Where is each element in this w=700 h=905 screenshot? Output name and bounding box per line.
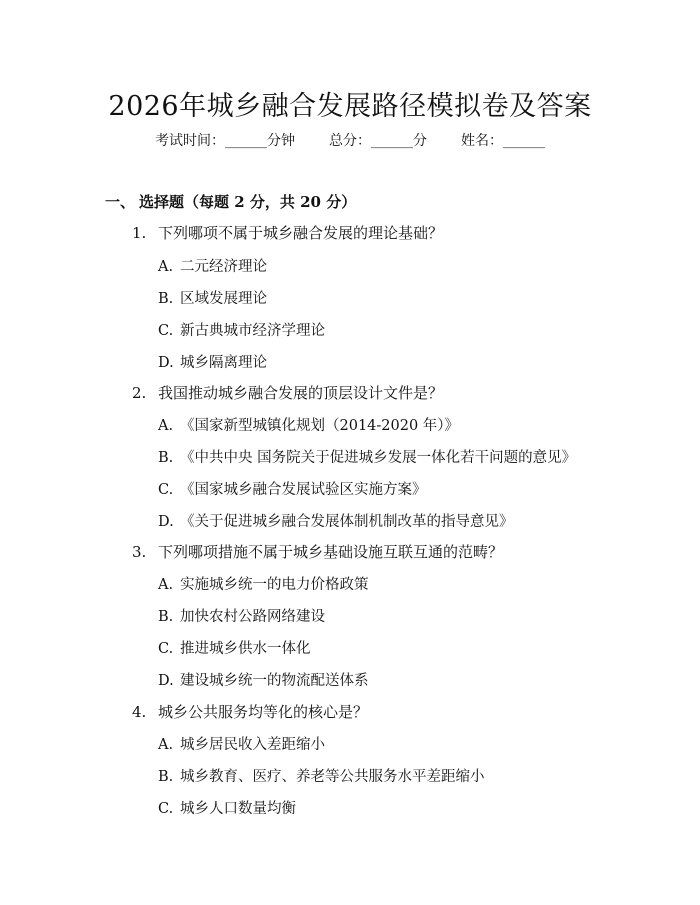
option-4b bbox=[158, 765, 485, 786]
option-4a bbox=[158, 733, 325, 754]
question-number: 3. bbox=[132, 543, 147, 561]
option-letter: C. bbox=[158, 641, 174, 657]
question-1 bbox=[132, 222, 443, 243]
option-text: 城乡人口数量均衡 bbox=[180, 801, 296, 817]
option-3c bbox=[158, 637, 311, 658]
option-text: 城乡隔离理论 bbox=[180, 355, 267, 371]
option-text: 《国家新型城镇化规划（2014-2020 年）》 bbox=[180, 418, 460, 434]
option-1b bbox=[158, 287, 267, 308]
option-letter: B. bbox=[158, 609, 174, 625]
option-1c bbox=[158, 319, 325, 340]
option-1a bbox=[158, 255, 267, 276]
option-letter: B. bbox=[158, 291, 174, 307]
question-number: 4. bbox=[132, 703, 147, 721]
question-number: 1. bbox=[132, 224, 147, 242]
section-label: 选择题（每题 2 分，共 20 分） bbox=[139, 193, 357, 211]
question-3 bbox=[132, 541, 503, 562]
option-letter: C. bbox=[158, 482, 174, 498]
option-2a bbox=[158, 414, 459, 435]
option-text: 《国家城乡融合发展试验区实施方案》 bbox=[180, 482, 427, 498]
section-number: 一、 bbox=[105, 193, 136, 211]
option-text: 实施城乡统一的电力价格政策 bbox=[180, 577, 369, 593]
section-heading bbox=[105, 191, 356, 212]
option-letter: A. bbox=[158, 737, 174, 753]
exam-name: 姓名：______ bbox=[461, 133, 545, 149]
option-text: 城乡教育、医疗、养老等公共服务水平差距缩小 bbox=[180, 769, 485, 785]
question-text: 下列哪项措施不属于城乡基础设施互联互通的范畴？ bbox=[158, 543, 504, 561]
question-text: 我国推动城乡融合发展的顶层设计文件是？ bbox=[158, 384, 444, 402]
option-letter: A. bbox=[158, 259, 174, 275]
option-text: 推进城乡供水一体化 bbox=[180, 641, 311, 657]
option-letter: C. bbox=[158, 801, 174, 817]
option-text: 二元经济理论 bbox=[180, 259, 267, 275]
question-number: 2. bbox=[132, 384, 147, 402]
option-text: 建设城乡统一的物流配送体系 bbox=[180, 673, 369, 689]
option-3a bbox=[158, 573, 369, 594]
page-title: 2026年城乡融合发展路径模拟卷及答案 bbox=[108, 91, 592, 122]
option-2d bbox=[158, 510, 514, 531]
exam-meta bbox=[0, 130, 700, 150]
option-letter: B. bbox=[158, 769, 174, 785]
option-letter: D. bbox=[158, 355, 174, 371]
option-4c bbox=[158, 797, 296, 818]
option-letter: A. bbox=[158, 418, 174, 434]
exam-score: 总分：______分 bbox=[329, 133, 427, 149]
option-text: 新古典城市经济学理论 bbox=[180, 323, 325, 339]
option-text: 区域发展理论 bbox=[180, 291, 267, 307]
option-3b bbox=[158, 605, 325, 626]
option-letter: D. bbox=[158, 514, 174, 530]
option-1d bbox=[158, 351, 267, 372]
option-letter: C. bbox=[158, 323, 174, 339]
question-2 bbox=[132, 382, 443, 403]
option-2b bbox=[158, 446, 576, 467]
option-letter: B. bbox=[158, 450, 174, 466]
option-text: 《中共中央 国务院关于促进城乡发展一体化若干问题的意见》 bbox=[180, 450, 577, 466]
option-2c bbox=[158, 478, 427, 499]
option-letter: A. bbox=[158, 577, 174, 593]
question-text: 下列哪项不属于城乡融合发展的理论基础？ bbox=[158, 224, 444, 242]
option-text: 城乡居民收入差距缩小 bbox=[180, 737, 325, 753]
option-text: 加快农村公路网络建设 bbox=[180, 609, 325, 625]
exam-time: 考试时间：______分钟 bbox=[155, 133, 295, 149]
option-3d bbox=[158, 669, 369, 690]
option-text: 《关于促进城乡融合发展体制机制改革的指导意见》 bbox=[180, 514, 514, 530]
question-text: 城乡公共服务均等化的核心是？ bbox=[158, 703, 369, 721]
option-letter: D. bbox=[158, 673, 174, 689]
question-4 bbox=[132, 701, 368, 722]
